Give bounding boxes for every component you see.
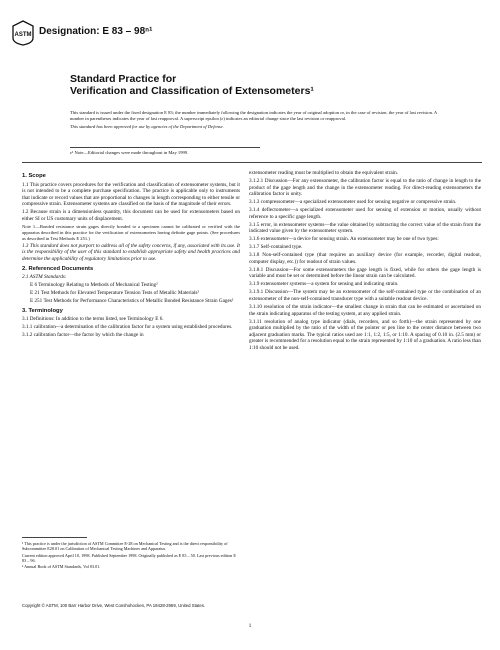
divider: [22, 162, 482, 163]
page-number: 1: [248, 623, 252, 629]
paragraph: 3.1 Definitions: In addition to the terms listed, see Terminology E 6.: [22, 316, 164, 323]
document-header: [12, 20, 488, 46]
safety-paragraph: 1.3 This standard does not purport to address all of the safety concerns, if any, associated with its use. It is the responsibility of the user of this standard to establish appropriate safety and health practices and determine the applicability of regulatory limitations prior to use.: [22, 242, 240, 262]
paragraph: 1.1 This practice covers procedures for the verification and classification of extensometer systems, but it is not intended to be a complete purchase specification. The practice is applicable only to instruments that indicate or record values that are proportional to changes in length corresponding to either tensile or compressive strain. Extensometer systems are classified on the basis of the magnitude of their errors.: [22, 181, 240, 208]
definition: 3.1.3 compressometer—a specialized extensometer used for sensing negative or compressive strain.: [249, 199, 457, 206]
definition: 3.1.1 calibration—a determination of the calibration factor for a system using established procedures.: [22, 324, 233, 331]
footnote-divider: [22, 537, 87, 538]
definition: 3.1.8 Non-self-contained type (that requires an auxiliary device (for example, recorder, digital readout, computer display, etc.)) for readout of strain values.: [249, 252, 481, 265]
definition: 3.1.11 resolution of analog type indicator (dials, recorders, and so forth)—the strain represented by one graduation multiplied by the ratio of the width of the pointer or pen line to the center distance between two adjacent graduation marks. The typical ratios used are 1:1, 1:2, 1:5, or 1:10. A spacing of 0.10 in. (2.5 mm) or greater is recommended for a resolution equal to the strain represented by 1:10 of a graduation. A ratio less than 1:10 should not be used.: [249, 318, 481, 351]
divider: [70, 147, 260, 148]
title-line-1: Standard Practice for: [70, 73, 177, 85]
definition: 3.1.5 error, in extensometer systems—the value obtained by subtracting the correct value of the strain from the indicated value given by the extensometer system.: [249, 221, 481, 235]
copyright: Copyright © ASTM, 100 Barr Harbor Drive, West Conshohocken, PA 19428-2959, United States.: [22, 603, 206, 608]
discussion: 3.1.9.1 Discussion—The system may be an extensometer of the self-contained type or the combination of an extensometer of the non-self-contained transducer type with a suitable readout device.: [249, 289, 481, 302]
definition: 3.1.7 Self-contained type.: [249, 244, 303, 251]
definition: 3.1.4 deflectometer—a specialized extensometer used for sensing of extension or motion, usually without reference to a specific gage length.: [249, 207, 481, 220]
discussion: 3.1.2.1 Discussion—For any extensometer, the calibration factor is equal to the ratio of change in length to the product of the gage length and the change in the extensometer reading. For direct-reading extensometers the calibration factor is unity.: [249, 177, 481, 198]
section-heading-referenced-documents: 2. Referenced Documents: [22, 265, 94, 272]
issuance-notice: [70, 110, 440, 132]
title-block: [70, 73, 470, 97]
reference-item: E 6 Terminology Relating to Methods of Mechanical Testing²: [30, 282, 158, 289]
logo-text: ASTM: [14, 32, 32, 38]
paragraph: 2.1 ASTM Standards:: [22, 274, 67, 281]
footnote: ¹ This practice is under the jurisdiction of ASTM Committee E-28 on Mechanical Testing and is the direct responsibility of Subcommittee E28.01 on Calibration of Mechanical Testing Machines and Apparatus.: [22, 541, 228, 552]
paragraph: extensometer reading must be multiplied to obtain the equivalent strain.: [249, 170, 398, 176]
definition: 3.1.9 extensometer systems—a system for sensing and indicating strain.: [249, 281, 399, 288]
definition: 3.1.6 extensometer—a device for sensing strain. An extensometer may be one of two types:: [249, 236, 439, 243]
definition: 3.1.2 calibration factor—the factor by which the change in: [22, 332, 144, 339]
editorial-note: ε¹ Note—Editorial changes were made throughout in May 1999.: [70, 150, 189, 155]
issued-statement: This standard is issued under the fixed designation E 83; the number immediately following the designation indicates the year of original adoption or, in the case of revision, the year of last revision. A number in parentheses indicates the year of last reapproval. A superscript epsilon (ε) indicates an editorial change since the last revision or reapproval.: [70, 110, 437, 121]
discussion: 3.1.8.1 Discussion—For some extensometers the gage length is fixed, while for others the gage length is variable and must be set or determined before the linear strain can be calculated.: [249, 266, 481, 280]
reference-item: E 251 Test Methods for Performance Characteristics of Metallic Bonded Resistance Strain Gages²: [30, 298, 234, 305]
right-column: [249, 170, 481, 353]
astm-logo-icon: [12, 20, 34, 46]
definition: 3.1.10 resolution of the strain indicator—the smallest change in strain that can be estimated or ascertained on the strain indicating apparatus of the testing system, at any applied strain.: [249, 303, 481, 317]
section-heading-scope: 1. Scope: [22, 173, 46, 179]
title-line-2: Verification and Classification of Extensometers¹: [70, 85, 314, 97]
paragraph: 1.2 Because strain is a dimensionless quantity, this document can be used for extensometers based on either SI or US customary units of displacement.: [22, 209, 240, 222]
footnotes: [22, 541, 240, 570]
note: Note 1—Bonded resistance strain gages directly bonded to a specimen cannot be calibrated or verified with the apparatus described in this practice for the verification of extensometers having definite gage points. (See procedures as described in Test Methods E 251.): [22, 223, 240, 241]
reference-item: E 21 Test Methods for Elevated Temperature Tension Tests of Metallic Materials²: [30, 290, 199, 297]
footnote: Current edition approved April 10, 1998. Published September 1998. Originally published as E 83 – 50. Last previous edition E 83 – 96.: [22, 552, 236, 563]
left-column: [22, 170, 240, 340]
designation: Designation: E 83 – 98ⁿ¹: [39, 26, 153, 37]
footnote: ² Annual Book of ASTM Standards, Vol 03.01.: [22, 564, 101, 570]
section-heading-terminology: 3. Terminology: [22, 307, 63, 314]
approval-statement: This standard has been approved for use by agencies of the Department of Defense.: [70, 124, 224, 129]
